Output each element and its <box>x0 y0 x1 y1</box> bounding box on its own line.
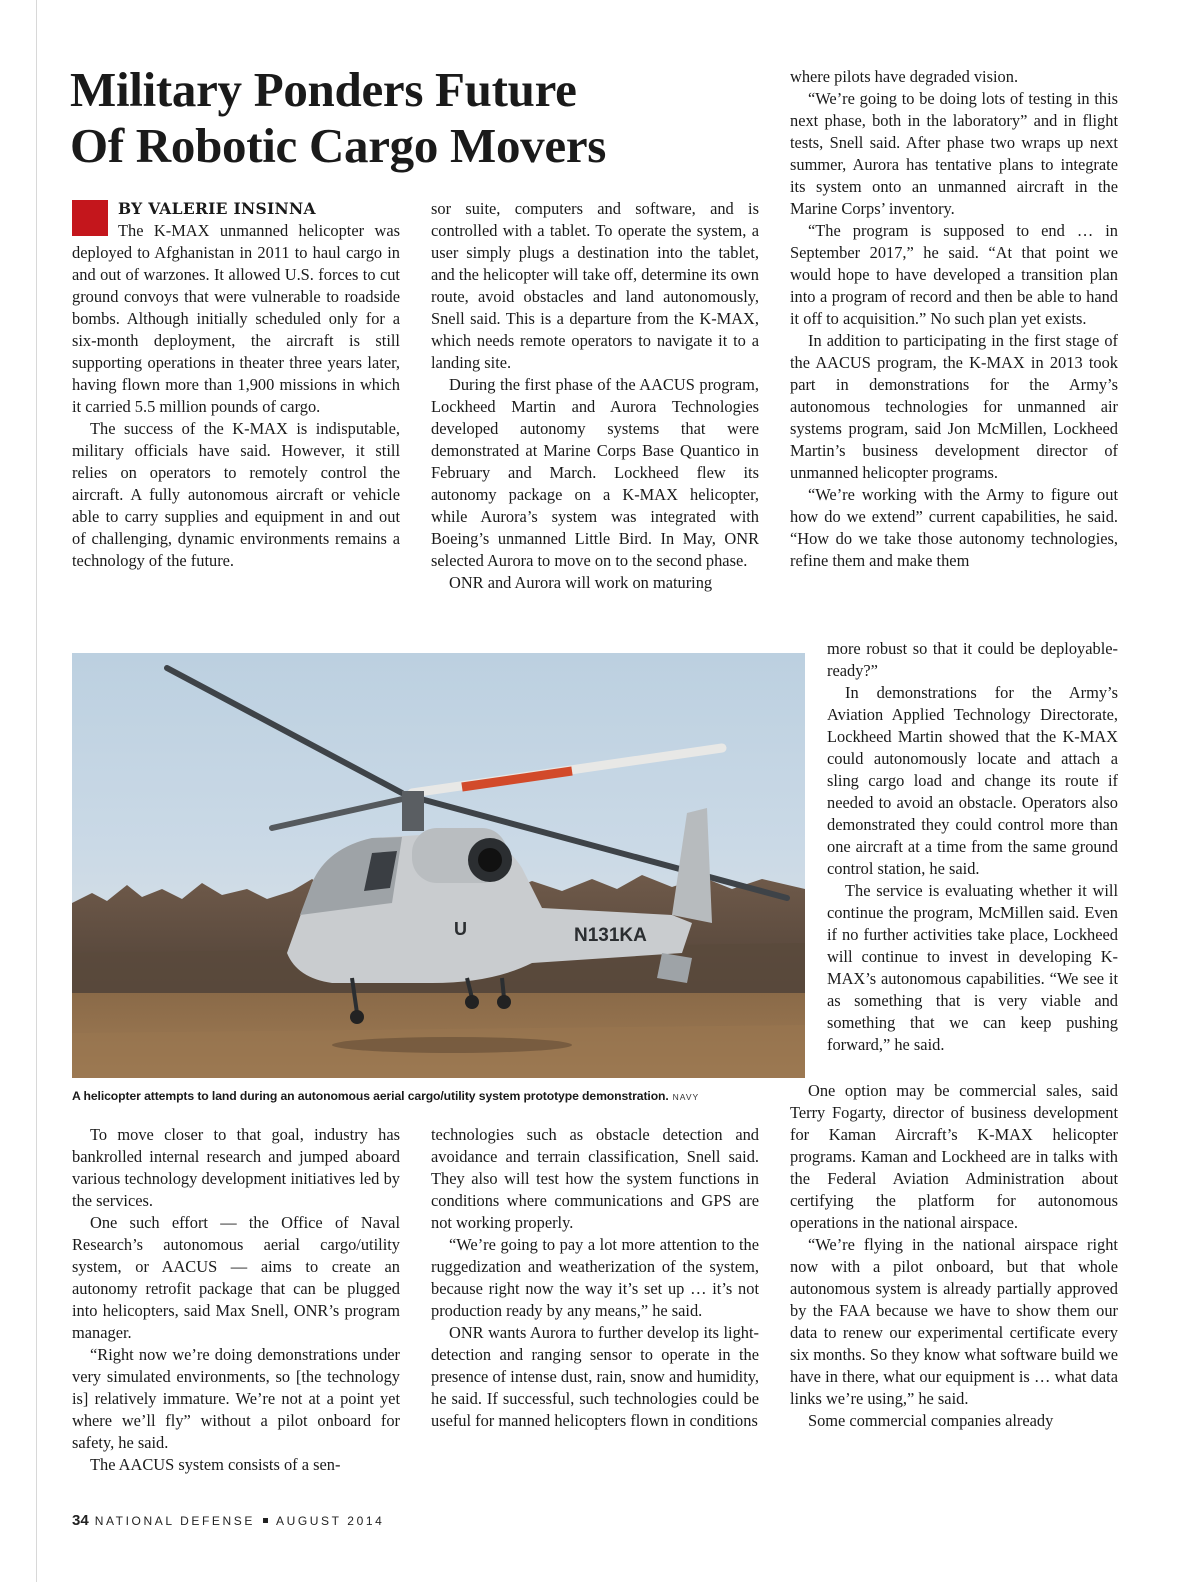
paragraph: One such effort — the Office of Naval Research’s autonomous aerial cargo/utility system, or AACUS — aims to create an autonomy retrofit package that can be plugged into helicopters, said Max Snell, ONR’s program manager. <box>72 1213 400 1342</box>
headline-line-2: Of Robotic Cargo Movers <box>70 118 607 173</box>
helicopter-photo <box>72 653 805 1078</box>
paragraph: where pilots have degraded vision. <box>790 67 1019 86</box>
caption-text: A helicopter attempts to land during an autonomous aerial cargo/utility system prototype demonstration. <box>72 1089 669 1103</box>
paragraph: “The program is supposed to end … in September 2017,” he said. “At that point we would hope to have developed a transition plan into a program of record and then be able to hand it off to acquisition.” No such plan yet exists. <box>790 221 1118 328</box>
paragraph: ONR and Aurora will work on maturing <box>449 573 713 592</box>
paragraph: “We’re working with the Army to figure out how do we extend” current capabilities, he said. “How do we take those autonomy technologies, refine them and make them <box>790 485 1118 570</box>
photo-caption <box>72 1088 772 1105</box>
headline-line-1: Military Ponders Future <box>70 62 577 117</box>
paragraph: In addition to participating in the first stage of the AACUS program, the K-MAX in 2013 took part in demonstrations for the Army’s autonomous technologies for unmanned air systems program, said Jon McMillen, Lockheed Martin’s business development director of unmanned helicopter programs. <box>790 331 1118 482</box>
paragraph: The success of the K-MAX is indisputable, military officials have said. However, it still relies on operators to remotely control the aircraft. A fully autonomous aircraft or vehicle able to carry supplies and equipment in and out of challenging, dynamic environments remains a technology of the future. <box>72 419 400 570</box>
paragraph: ONR wants Aurora to further develop its light-detection and ranging sensor to operate in the presence of intense dust, rain, snow and humidity, he said. If successful, such technologies could be useful for manned helicopters flown in conditions <box>431 1323 759 1430</box>
tail-number: N131KA <box>574 925 647 946</box>
helicopter-illustration <box>72 653 805 1078</box>
publication-name: NATIONAL DEFENSE <box>94 1514 255 1528</box>
paragraph: The AACUS system consists of a sen- <box>90 1455 341 1474</box>
paragraph: To move closer to that goal, industry has bankrolled internal research and jumped aboard various technology development initiatives led by the services. <box>72 1125 400 1210</box>
column-3-bottom <box>790 1080 1118 1432</box>
paragraph: Some commercial companies already <box>808 1411 1054 1430</box>
paragraph: “We’re flying in the national airspace right now with a pilot onboard, but that whole autonomous system is already partially approved by the FAA because we have to show them our data to renew our experimental certificate every six months. So they know what software build we have in there, what our equipment is … what data links we’re using,” he said. <box>790 1235 1118 1408</box>
fuselage-letter: U <box>454 919 467 939</box>
column-1-top <box>72 198 400 572</box>
paragraph: In demonstrations for the Army’s Aviation Applied Technology Directorate, Lockheed Martin showed that the K-MAX could autonomously locate and attach a sling cargo load and change its route if needed to avoid an obstacle. Operators also demonstrated they could control more than one aircraft at a time from the same ground control station, he said. <box>827 683 1118 878</box>
column-3-narrow <box>827 638 1118 1056</box>
paragraph: “Right now we’re doing demonstrations under very simulated environments, so [the technology is] relatively immature. We’re not at a point yet where we’ll fly” without a pilot onboard for safety, he said. <box>72 1345 400 1452</box>
paragraph: technologies such as obstacle detection and avoidance and terrain classification, Snell said. They also will test how the system functions in conditions where communications and GPS are not working properly. <box>431 1125 759 1232</box>
byline: BY VALERIE INSINNA <box>118 199 316 218</box>
page-footer <box>72 1512 384 1529</box>
paragraph: “We’re going to pay a lot more attention to the ruggedization and weatherization of the system, because right now the way it’s set up … it’s not production ready by any means,” he said. <box>431 1235 759 1320</box>
footer-separator <box>263 1518 268 1523</box>
paragraph: One option may be commercial sales, said Terry Fogarty, director of business development for Kaman Aircraft’s K-MAX helicopter programs. Kaman and Lockheed are in talks with the Federal Aviation Administration about certifying the platform for autonomous operations in the national airspace. <box>790 1081 1118 1232</box>
section-marker-square <box>72 200 108 236</box>
page-number: 34 <box>72 1512 89 1529</box>
paragraph: “We’re going to be doing lots of testing in this next phase, both in the laboratory” and in flight tests, Snell said. After phase two wraps up next summer, Aurora has tentative plans to integrate its system onto an unmanned aircraft in the Marine Corps’ inventory. <box>790 89 1118 218</box>
paragraph: The K-MAX unmanned helicopter was deployed to Afghanistan in 2011 to haul cargo in and out of warzones. It allowed U.S. forces to cut ground convoys that were vulnerable to roadside bombs. Although initially scheduled only for a six-month deployment, the aircraft is still supporting operations in theater three years later, having flown more than 1,900 missions in which it carried 5.5 million pounds of cargo. <box>72 221 400 416</box>
paragraph: During the first phase of the AACUS program, Lockheed Martin and Aurora Technologies developed autonomy systems that were demonstrated at Marine Corps Base Quantico in February and March. Lockheed flew its autonomy package on a K-MAX helicopter, while Aurora’s system was integrated with Boeing’s unmanned Little Bird. In May, ONR selected Aurora to move on to the second phase. <box>431 375 759 570</box>
paragraph: The service is evaluating whether it will continue the program, McMillen said. Even if no further activities take place, Lockheed will continue to invest in developing K-MAX’s autonomous capabilities. “We see it as something that is very viable and something that we can keep pushing forward,” he said. <box>827 881 1118 1054</box>
paragraph: more robust so that it could be deployable-ready?” <box>827 639 1118 680</box>
issue-date: AUGUST 2014 <box>275 1514 385 1528</box>
byline-row <box>72 198 400 220</box>
paragraph: sor suite, computers and software, and is controlled with a tablet. To operate the system, a user simply plugs a destination into the tablet, and the helicopter will take off, determine its own route, avoid obstacles and land autonomously, Snell said. This is a departure from the K-MAX, which needs remote operators to navigate it to a landing site. <box>431 199 759 372</box>
column-2-top <box>431 198 759 594</box>
page-margin-rule <box>36 0 37 1582</box>
column-1-bottom <box>72 1124 400 1476</box>
column-2-bottom <box>431 1124 759 1432</box>
column-3-top <box>790 66 1118 572</box>
article-headline <box>70 62 710 174</box>
photo-credit: NAVY <box>672 1092 700 1102</box>
